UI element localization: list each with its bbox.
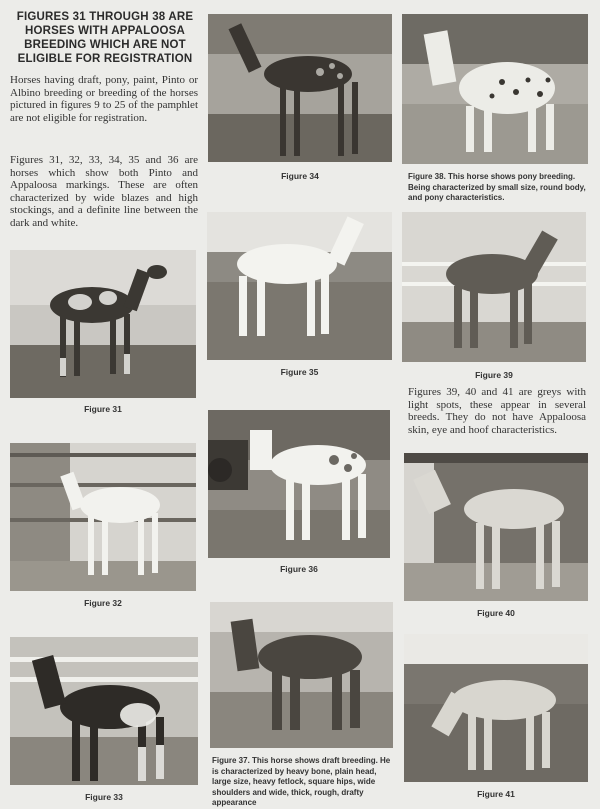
- figure-39-label: Figure 39: [475, 370, 513, 380]
- photo-figure-37: [210, 602, 393, 748]
- intro-paragraph: Horses having draft, pony, paint, Pinto or Albino breeding or breeding of the horses pictured in figures 9 to 25 of the pamphlet are not eligible for registration.: [10, 74, 198, 124]
- photo-figure-33: [10, 637, 198, 785]
- photo-figure-40: [404, 453, 588, 601]
- figure-41-label: Figure 41: [477, 789, 515, 799]
- figure-37-caption: Figure 37. This horse shows draft breeding. He is characterized by heavy bone, plain head, large size, heavy fetlock, square hips, wide shoulders and wide, thick, rough, drafty appearance: [212, 756, 391, 807]
- figure-32-label: Figure 32: [84, 598, 122, 608]
- figure-36-label: Figure 36: [280, 564, 318, 574]
- photo-figure-39: [402, 212, 586, 362]
- figure-35-label: Figure 35: [280, 367, 319, 377]
- figure-40-label: Figure 40: [477, 608, 515, 618]
- photo-figure-36: [208, 410, 390, 558]
- pinto-appaloosa-paragraph: Figures 31, 32, 33, 34, 35 and 36 are horses which show both Pinto and Appaloosa markings. These are often characterized by wide blazes and high stockings, and a definite line between the dark and white.: [10, 154, 198, 229]
- figure-31-label: Figure 31: [84, 404, 122, 414]
- figure-34-label: Figure 34: [281, 171, 319, 181]
- photo-figure-34: [208, 14, 392, 162]
- figure-33-label: Figure 33: [85, 792, 123, 802]
- photo-figure-41: [404, 634, 588, 782]
- greys-paragraph: Figures 39, 40 and 41 are greys with light spots, these appear in several breeds. They do not have Appaloosa skin, eye and hoof characteristics.: [408, 386, 586, 436]
- figure-38-caption: Figure 38. This horse shows pony breeding. Being characterized by small size, round body, and pony characteristics.: [408, 172, 586, 202]
- photo-figure-31: [10, 250, 196, 398]
- photo-figure-35: [207, 212, 392, 360]
- page-heading: FIGURES 31 THROUGH 38 ARE HORSES WITH APPALOOSA BREEDING WHICH ARE NOT ELIGIBLE FOR REGISTRATION: [16, 11, 194, 65]
- photo-figure-38: [402, 14, 588, 164]
- photo-figure-32: [10, 443, 196, 591]
